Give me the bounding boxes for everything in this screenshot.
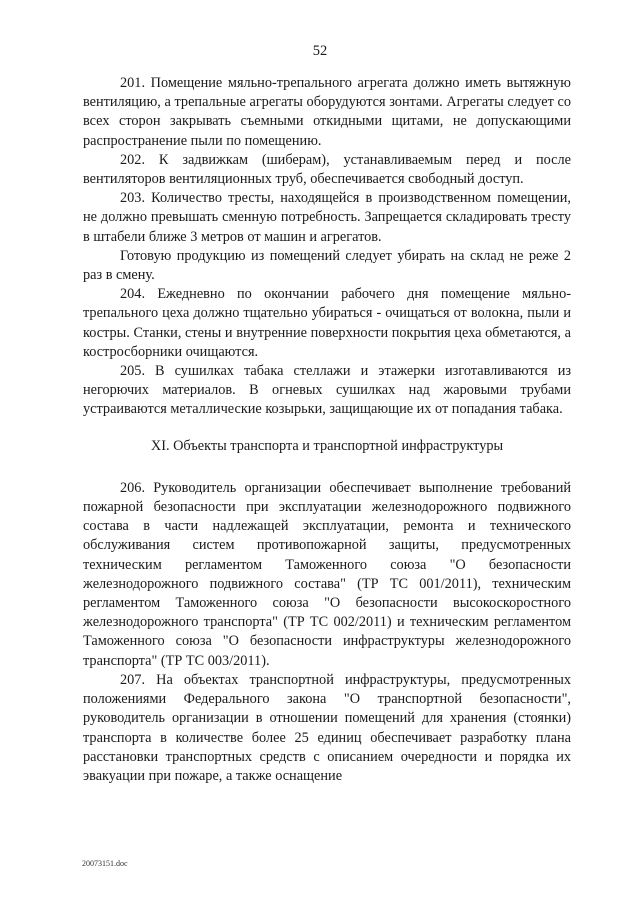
paragraph-201: 201. Помещение мяльно-трепального агрегата должно иметь вытяжную вентиляцию, а трепальные агрегаты оборудуются зонтами. Агрегаты следует со всех сторон закрывать съемными откидными щитами, не допускающими распространение пыли по помещению. bbox=[83, 75, 571, 149]
paragraph-203-continued: Готовую продукцию из помещений следует убирать на склад не реже 2 раз в смену. bbox=[83, 247, 571, 284]
paragraph-204: 204. Ежедневно по окончании рабочего дня помещение мяльно-трепального цеха должно тщательно убираться - очищаться от волокна, пыли и костры. Станки, стены и внутренние поверхности покрытия цеха обметаются, а костросборники очищаются. bbox=[83, 286, 571, 360]
footer-filename: 20073151.doc bbox=[82, 859, 128, 868]
paragraph-206: 206. Руководитель организации обеспечивает выполнение требований пожарной безопасности при эксплуатации железнодорожного подвижного состава в части надлежащей эксплуатации, ремонта и технического обслуживания систем противопожарной защиты, предусмотренных техническим регламентом Таможенного союза "О безопасности железнодорожного подвижного состава" (ТР ТС 001/2011), техническим регламентом Таможенного союза "О безопасности высокоскоростного железнодорожного транспорта" (ТР ТС 002/2011) и техническим регламентом Таможенного союза "О безопасности инфраструктуры железнодорожного транспорта" (ТР ТС 003/2011). bbox=[83, 479, 571, 669]
paragraph-203: 203. Количество тресты, находящейся в производственном помещении, не должно превышать сменную потребность. Запрещается складировать тресту в штабели ближе 3 метров от машин и агрегатов. bbox=[83, 190, 571, 245]
paragraph-202: 202. К задвижкам (шиберам), устанавливаемым перед и после вентиляторов вентиляционных труб, обеспечивается свободный доступ. bbox=[83, 151, 571, 188]
paragraph-205: 205. В сушилках табака стеллажи и этажерки изготавливаются из негорючих материалов. В огневых сушилках над жаровыми трубами устраиваются металлические козырьки, защищающие их от попадания табака. bbox=[83, 363, 571, 418]
page-number: 52 bbox=[312, 43, 328, 59]
section-heading: XI. Объекты транспорта и транспортной инфраструктуры bbox=[150, 437, 504, 454]
document-body bbox=[83, 74, 571, 786]
paragraph-207: 207. На объектах транспортной инфраструктуры, предусмотренных положениями Федерального закона "О транспортной безопасности", руководитель организации в отношении помещений для хранения (стоянки) транспорта в количестве более 25 единиц обеспечивает разработку плана расстановки транспортных средств с описанием очередности и порядка их эвакуации при пожаре, а также оснащение bbox=[83, 671, 571, 784]
